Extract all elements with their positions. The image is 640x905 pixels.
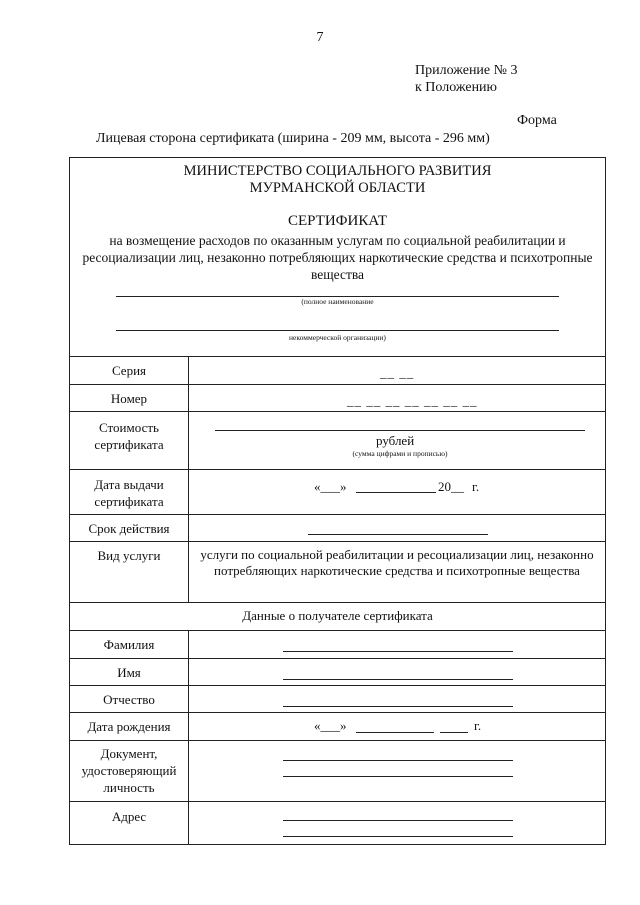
birth-date-label: Дата рождения xyxy=(87,719,171,734)
row-divider xyxy=(70,602,605,603)
ministry-title xyxy=(70,163,605,197)
id-document-line-3: личность xyxy=(103,780,155,795)
address-field-2[interactable] xyxy=(283,836,513,837)
validity-field[interactable] xyxy=(308,534,488,535)
issue-date-label xyxy=(70,476,188,510)
row-divider xyxy=(70,712,605,713)
row-divider xyxy=(70,514,605,515)
row-divider xyxy=(70,469,605,470)
row-divider xyxy=(70,801,605,802)
patronymic-label: Отчество xyxy=(103,692,155,707)
surname-field[interactable] xyxy=(283,651,513,652)
recipient-section-title: Данные о получателе сертификата xyxy=(242,608,433,623)
series-field[interactable]: __ __ xyxy=(380,365,415,380)
issue-day-field[interactable]: «___» xyxy=(314,479,347,494)
validity-label: Срок действия xyxy=(88,521,170,536)
appendix-note xyxy=(415,62,518,96)
row-divider xyxy=(70,658,605,659)
org-name-hint: (полное наименование xyxy=(301,297,374,306)
id-document-line-2: удостоверяющий xyxy=(81,763,177,778)
number-label: Номер xyxy=(110,391,148,406)
issue-date-label-line-2: сертификата xyxy=(94,494,164,509)
name-field[interactable] xyxy=(283,679,513,680)
cost-label-line-1: Стоимость xyxy=(99,420,159,435)
row-divider xyxy=(70,541,605,542)
issue-date-label-line-1: Дата выдачи xyxy=(94,477,164,492)
birth-day-field[interactable]: «___» xyxy=(314,718,347,733)
issue-year-suffix: г. xyxy=(472,479,480,494)
issue-month-field[interactable] xyxy=(356,492,436,493)
ministry-line-2: МУРМАНСКОЙ ОБЛАСТИ xyxy=(249,180,426,196)
page-number: 7 xyxy=(316,30,324,45)
row-divider xyxy=(70,411,605,412)
certificate-title: СЕРТИФИКАТ xyxy=(287,213,388,229)
cost-label-line-2: сертификата xyxy=(94,437,164,452)
appendix-line-2: к Положению xyxy=(415,80,498,95)
org-name-line-2[interactable] xyxy=(116,330,559,331)
certificate-caption: Лицевая сторона сертификата (ширина - 209 мм, высота - 296 мм) xyxy=(96,131,490,146)
id-document-field-2[interactable] xyxy=(283,776,513,777)
ministry-line-1: МИНИСТЕРСТВО СОЦИАЛЬНОГО РАЗВИТИЯ xyxy=(183,163,492,179)
cost-currency: рублей xyxy=(376,433,415,448)
surname-label: Фамилия xyxy=(103,637,155,652)
name-label: Имя xyxy=(117,665,141,680)
row-divider xyxy=(70,356,605,357)
patronymic-field[interactable] xyxy=(283,706,513,707)
address-label: Адрес xyxy=(111,809,147,824)
row-divider xyxy=(70,630,605,631)
appendix-line-1: Приложение № 3 xyxy=(415,63,518,78)
series-label: Серия xyxy=(111,363,147,378)
row-divider xyxy=(70,384,605,385)
issue-year-field[interactable]: 20__ xyxy=(438,479,464,494)
birth-year-field[interactable] xyxy=(440,732,468,733)
id-document-line-1: Документ, xyxy=(100,746,158,761)
certificate-description: на возмещение расходов по оказанным услугам по социальной реабилитации и ресоциализации лиц, незаконно потребляющих наркотические средства и психотропные вещества xyxy=(82,233,593,282)
row-divider xyxy=(70,740,605,741)
birth-year-suffix: г. xyxy=(474,718,482,733)
id-document-field[interactable] xyxy=(283,760,513,761)
org-type-hint: некоммерческой организации) xyxy=(289,333,386,342)
birth-month-field[interactable] xyxy=(356,732,434,733)
id-document-label xyxy=(70,745,188,796)
address-field[interactable] xyxy=(283,820,513,821)
cost-label xyxy=(70,419,188,453)
service-type-value: услуги по социальной реабилитации и ресоциализации лиц, незаконно потребляющих наркотические средства и психотропные вещества xyxy=(200,547,594,578)
cost-field[interactable] xyxy=(215,430,585,431)
number-field[interactable]: __ __ __ __ __ __ __ xyxy=(347,393,478,408)
form-label: Форма xyxy=(517,113,557,128)
cost-hint: (сумма цифрами и прописью) xyxy=(352,449,448,458)
column-divider xyxy=(188,630,189,845)
row-divider xyxy=(70,685,605,686)
service-type-label: Вид услуги xyxy=(97,548,161,563)
